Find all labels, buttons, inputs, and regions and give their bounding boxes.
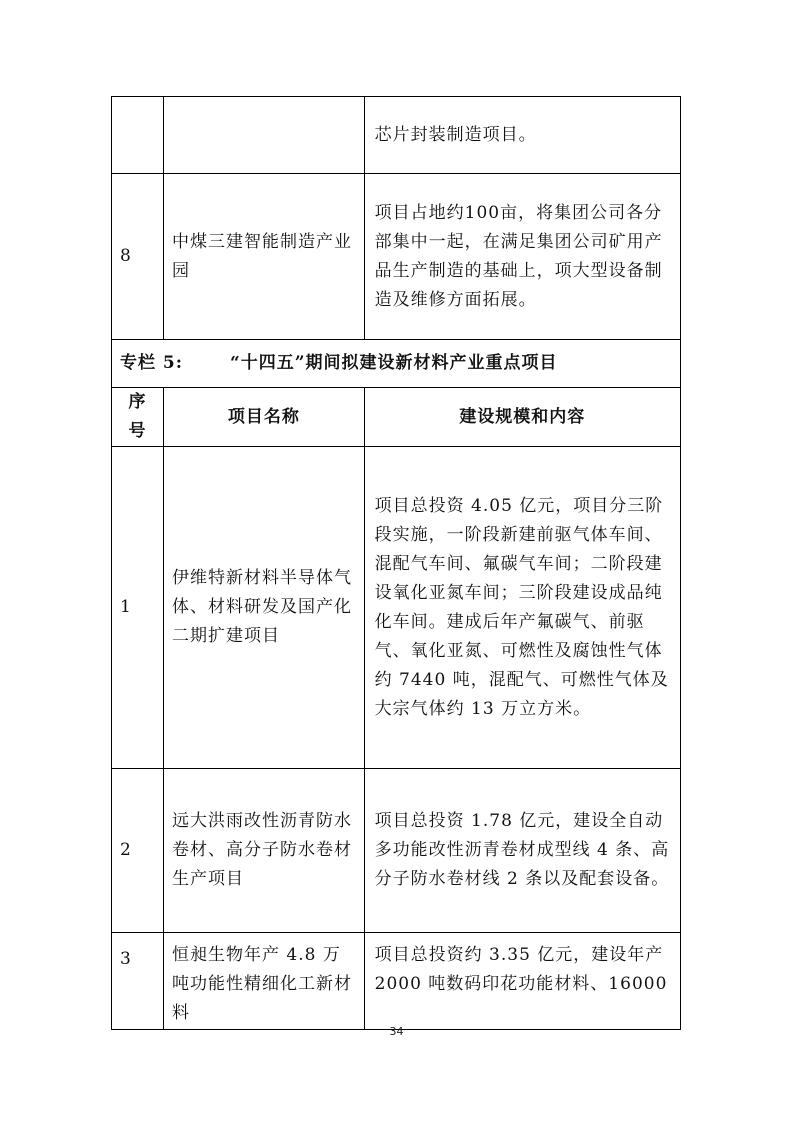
table-row-continued: [112, 97, 681, 174]
section-label: 专栏 5:: [120, 353, 184, 373]
column-header-row: [112, 388, 681, 447]
project-content: 项目占地约100亩，将集团公司各分部集中一起，在满足集团公司矿用产品生产制造的基础上，项大型设备制造及维修方面拓展。: [364, 174, 680, 340]
table-row: [112, 769, 681, 933]
project-name: 远大洪雨改性沥青防水卷材、高分子防水卷材生产项目: [164, 769, 365, 933]
row-number: 8: [112, 174, 164, 340]
project-name: [164, 97, 365, 174]
section-heading: [112, 340, 681, 388]
project-name: 恒昶生物年产 4.8 万吨功能性精细化工新材料: [164, 933, 365, 1030]
section-header-row: [112, 340, 681, 388]
table-row-8: [112, 174, 681, 340]
project-content: 芯片封装制造项目。: [364, 97, 680, 174]
project-content: 项目总投资 4.05 亿元，项目分三阶段实施，一阶段新建前驱气体车间、混配气车间、氟碳气车间；二阶段建设氧化亚氮车间；三阶段建设成品纯化车间。建成后年产氟碳气、前驱气、氧化亚氮、可燃性及腐蚀性气体约 7440 吨，混配气、可燃性气体及大宗气体约 13 万立方米。: [364, 447, 680, 769]
row-number: 3: [112, 933, 164, 1030]
row-number: 1: [112, 447, 164, 769]
project-content: 项目总投资 1.78 亿元，建设全自动多功能改性沥青卷材成型线 4 条、高分子防水卷材线 2 条以及配套设备。: [364, 769, 680, 933]
row-number: 2: [112, 769, 164, 933]
project-name: 伊维特新材料半导体气体、材料研发及国产化二期扩建项目: [164, 447, 365, 769]
table-row: [112, 447, 681, 769]
row-number: [112, 97, 164, 174]
header-name: 项目名称: [164, 388, 365, 447]
project-name: 中煤三建智能制造产业园: [164, 174, 365, 340]
header-content: 建设规模和内容: [364, 388, 680, 447]
project-content: 项目总投资约 3.35 亿元，建设年产 2000 吨数码印花功能材料、16000: [364, 933, 680, 1030]
page-number: 34: [389, 1025, 404, 1038]
projects-table: [111, 96, 681, 1030]
table-row: [112, 933, 681, 1030]
header-no: 序号: [112, 388, 164, 447]
section-title: “十四五”期间拟建设新材料产业重点项目: [230, 353, 558, 373]
